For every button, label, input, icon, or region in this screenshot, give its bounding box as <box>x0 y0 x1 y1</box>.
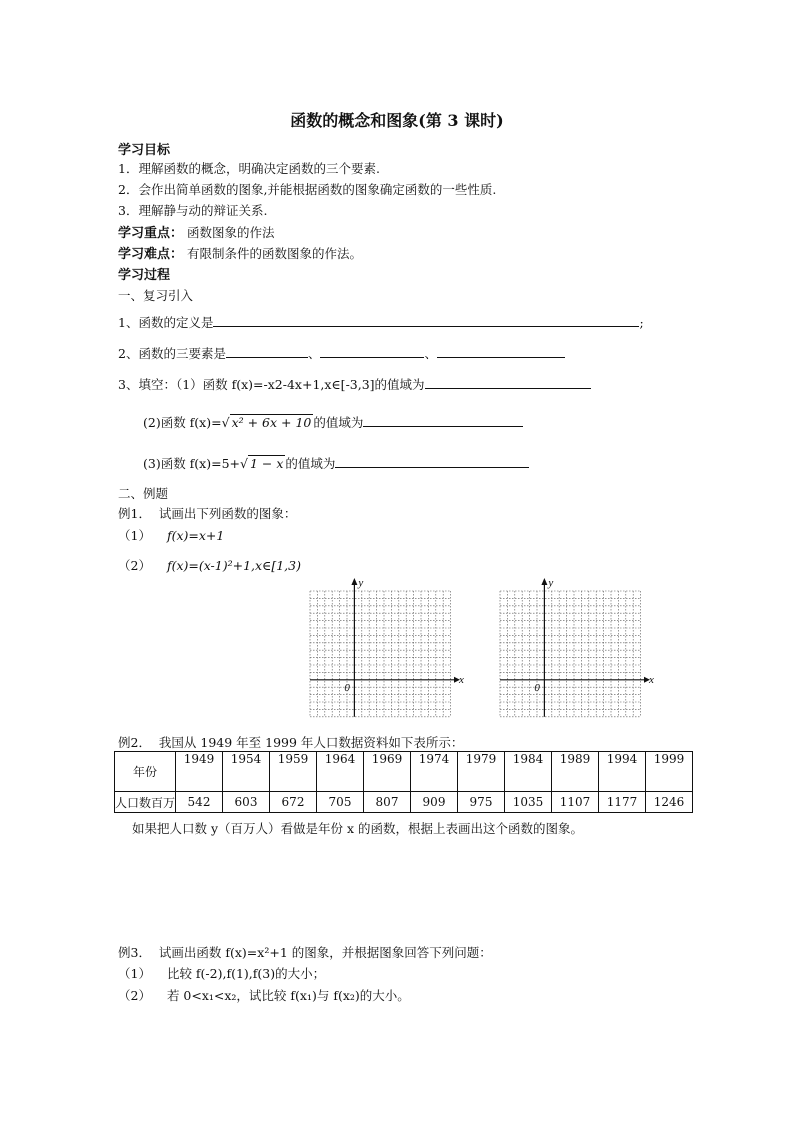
table-cell-year: 1964 <box>317 752 364 792</box>
table-cell-year: 1984 <box>505 752 552 792</box>
ex1-part1 <box>118 526 224 544</box>
page-title: 函数的概念和图象(第 3 课时) <box>290 111 504 130</box>
y-axis-arrow-icon <box>541 578 547 585</box>
objectives-heading: 学习目标 <box>118 143 171 158</box>
table-cell-year: 1969 <box>364 752 411 792</box>
table-cell-population: 1177 <box>599 792 646 813</box>
q1-answer-blank[interactable] <box>213 313 639 327</box>
coordinate-grid-1[interactable] <box>308 575 468 721</box>
table-cell-population: 807 <box>364 792 411 813</box>
table-cell-year: 1994 <box>599 752 646 792</box>
objective-1: 1．理解函数的概念，明确决定函数的三个要素. <box>118 161 380 176</box>
example-1 <box>118 504 296 522</box>
q2-sep-1: 、 <box>307 346 321 361</box>
review-q3-text: 3、填空：（1）函数 f(x)=-x2-4x+1,x∈[-3,3]的值域为 <box>118 377 425 392</box>
q3-2-prefix: (2)函数 f(x)= <box>143 415 222 430</box>
q3-2-blank[interactable] <box>363 413 523 427</box>
ex3-part1-num: （1） <box>118 966 151 981</box>
review-q3-3 <box>143 454 529 472</box>
review-q2 <box>118 344 565 362</box>
table-cell-population: 1246 <box>646 792 693 813</box>
population-table <box>114 751 693 813</box>
q3-3-blank[interactable] <box>335 454 529 468</box>
table-header-population: 人口数百万 <box>115 792 176 813</box>
ex2-label: 例2． <box>118 735 151 750</box>
example-3 <box>118 943 492 961</box>
ex3-label: 例3． <box>118 945 151 960</box>
sqrt-expression: √ x² + 6x + 10 <box>221 415 312 430</box>
sqrt-expression: √ 1 − x <box>240 456 284 471</box>
table-cell-year: 1989 <box>552 752 599 792</box>
y-axis-label: y <box>548 577 554 589</box>
key-point <box>118 222 275 241</box>
ex1-part1-func: f(x)=x+1 <box>166 528 225 543</box>
ex3-part1-text: 比较 f(-2),f(1),f(3)的大小； <box>166 966 326 981</box>
table-cell-year: 1974 <box>411 752 458 792</box>
table-cell-population: 542 <box>176 792 223 813</box>
table-cell-population: 1035 <box>505 792 552 813</box>
review-q1-end: ; <box>639 315 644 330</box>
q2-sep-2: 、 <box>424 346 437 361</box>
table-cell-year: 1959 <box>270 752 317 792</box>
table-cell-year: 1979 <box>458 752 505 792</box>
objective-3: 3．理解静与动的辩证关系. <box>118 203 268 218</box>
review-q3-2 <box>143 413 523 431</box>
ex3-part1 <box>118 964 325 982</box>
review-q1 <box>118 313 644 331</box>
table-cell-year: 1954 <box>223 752 270 792</box>
q3-3-suffix: 的值域为 <box>285 456 336 471</box>
difficulty-label: 学习难点： <box>118 247 184 262</box>
review-q1-text: 1、函数的定义是 <box>118 315 214 330</box>
review-q2-text: 2、函数的三要素是 <box>118 346 226 361</box>
example-2 <box>118 733 463 751</box>
difficulty-text: 有限制条件的函数图象的作法。 <box>187 246 363 261</box>
x-axis-label: x <box>459 673 464 686</box>
ex3-part2-text: 若 0<x₁<x₂，试比较 f(x₁)与 f(x₂)的大小。 <box>166 988 410 1003</box>
table-cell-population: 909 <box>411 792 458 813</box>
origin-label: 0 <box>534 681 540 694</box>
review-q3 <box>118 375 591 393</box>
key-point-label: 学习重点： <box>118 226 184 241</box>
origin-label: 0 <box>344 681 350 694</box>
table-cell-population: 603 <box>223 792 270 813</box>
q3-1-blank[interactable] <box>425 375 591 389</box>
ex1-part1-num: （1） <box>118 528 151 543</box>
examples-heading: 二、例题 <box>118 486 169 501</box>
table-cell-population: 1107 <box>552 792 599 813</box>
ex3-part2 <box>118 986 410 1004</box>
process-heading: 学习过程 <box>118 268 171 283</box>
q3-2-radicand: x² + 6x + 10 <box>231 415 312 430</box>
key-point-text: 函数图象的作法 <box>187 225 275 240</box>
q2-blank-2[interactable] <box>320 344 424 358</box>
q2-blank-3[interactable] <box>437 344 565 358</box>
ex1-part2-func: f(x)=(x-1)²+1,x∈[1,3) <box>166 558 301 573</box>
q3-2-suffix: 的值域为 <box>313 415 364 430</box>
y-axis-label: y <box>358 577 364 589</box>
table-cell-population: 975 <box>458 792 505 813</box>
q2-blank-1[interactable] <box>226 344 308 358</box>
ex2-text: 我国从 1949 年至 1999 年人口数据资料如下表所示： <box>158 735 464 750</box>
ex3-part2-num: （2） <box>118 988 151 1003</box>
objective-2: 2．会作出简单函数的图象,并能根据函数的图象确定函数的一些性质. <box>118 182 497 197</box>
coordinate-grid-2[interactable] <box>498 575 658 721</box>
table-header-year: 年份 <box>115 752 176 792</box>
table-cell-population: 705 <box>317 792 364 813</box>
y-axis-arrow-icon <box>351 578 357 585</box>
ex1-part2-num: （2） <box>118 558 151 573</box>
ex1-text: 试画出下列函数的图象： <box>158 506 297 521</box>
ex1-label: 例1． <box>118 506 151 521</box>
ex3-text: 试画出函数 f(x)=x²+1 的图象，并根据图象回答下列问题： <box>158 945 492 960</box>
ex2-follow: 如果把人口数 y（百万人）看做是年份 x 的函数，根据上表画出这个函数的图象。 <box>132 821 584 836</box>
difficulty <box>118 243 362 262</box>
ex1-part2 <box>118 556 301 574</box>
table-cell-year: 1999 <box>646 752 693 792</box>
q3-3-radicand: 1 − x <box>249 456 284 471</box>
q3-3-prefix: (3)函数 f(x)=5+ <box>143 456 241 471</box>
review-heading: 一、复习引入 <box>118 288 194 303</box>
x-axis-label: x <box>649 673 654 686</box>
table-cell-population: 672 <box>270 792 317 813</box>
table-cell-year: 1949 <box>176 752 223 792</box>
